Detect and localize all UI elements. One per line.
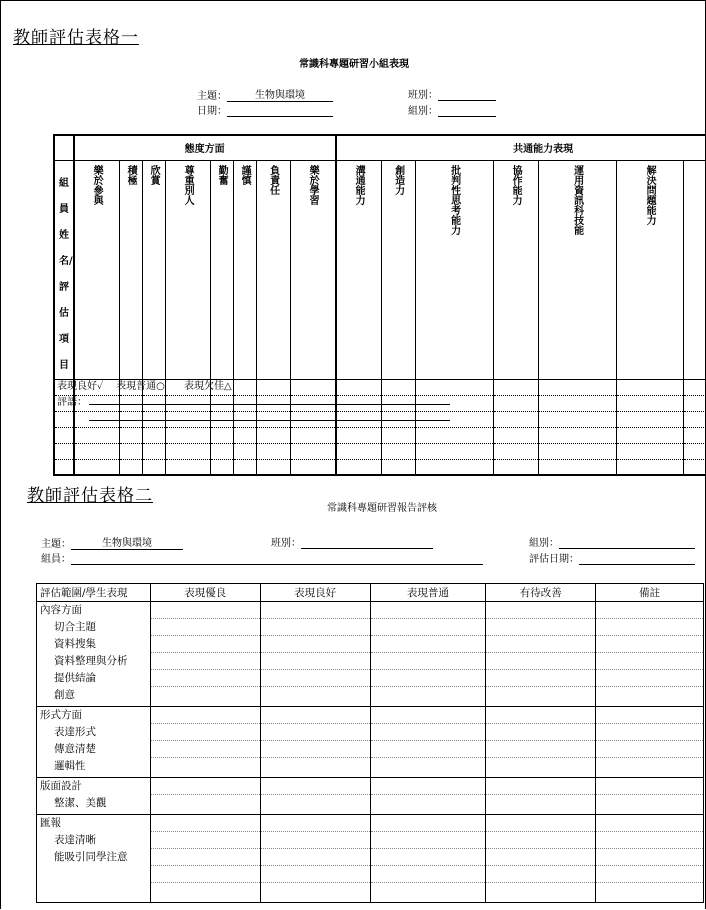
rating-cell <box>165 427 210 443</box>
rating-cell <box>74 459 120 475</box>
form1-title: 教師評估表格一 <box>13 28 139 48</box>
form1-topic-value: 生物與環境 <box>227 86 333 102</box>
rating-cell <box>74 427 120 443</box>
form2-group-label: 組別： <box>529 538 559 549</box>
column-header: 備註 <box>596 584 704 602</box>
form2-table <box>36 583 704 903</box>
rating-cell <box>290 411 336 427</box>
rating-cell <box>210 411 233 427</box>
rating-cell <box>256 395 290 411</box>
member-row <box>54 427 706 443</box>
section-row <box>37 602 704 707</box>
rating-cell <box>415 395 493 411</box>
rating-cell <box>54 427 74 443</box>
form2-group-field <box>529 534 695 549</box>
rating-cell <box>538 395 616 411</box>
rating-cell <box>233 379 256 395</box>
rating-cell <box>233 411 256 427</box>
member-row <box>54 459 706 475</box>
member-row <box>54 395 706 411</box>
section-row <box>37 778 704 815</box>
criterion-generic: 協作能力 <box>510 164 522 205</box>
form2-topic-label: 主題： <box>41 539 71 550</box>
score-cell <box>150 707 260 778</box>
column-header: 表現優良 <box>150 584 260 602</box>
score-cell <box>486 602 596 707</box>
criterion-item: 切合主題 <box>54 621 96 633</box>
rating-cell <box>616 379 683 395</box>
form1-topic-field <box>197 86 333 102</box>
form1-criteria-label: 評估項目 <box>59 281 69 371</box>
rating-cell <box>381 395 415 411</box>
criterion-item: 表達形式 <box>54 726 96 738</box>
rating-cell <box>538 411 616 427</box>
rating-cell <box>683 411 706 427</box>
rating-cell <box>74 443 120 459</box>
rating-cell <box>616 443 683 459</box>
rating-cell <box>233 459 256 475</box>
rating-cell <box>683 459 706 475</box>
rating-cell <box>256 443 290 459</box>
comment-line-1 <box>89 404 450 405</box>
rating-cell <box>336 411 382 427</box>
criterion-item: 表達清晰 <box>54 834 96 846</box>
score-cell <box>596 602 704 707</box>
legend-average: 表現普通○ <box>116 381 165 392</box>
rating-cell <box>119 459 142 475</box>
score-cell <box>596 778 704 815</box>
form2-members-field <box>41 550 483 565</box>
rating-cell <box>493 459 538 475</box>
legend-poor: 表現欠佳△ <box>183 381 232 392</box>
score-cell <box>150 778 260 815</box>
score-cell <box>370 778 486 815</box>
rating-cell <box>142 411 165 427</box>
form1-group-field <box>408 102 496 117</box>
rating-cell <box>210 395 233 411</box>
criterion-generic: 創造力 <box>392 164 404 195</box>
section-criteria-cell <box>37 602 151 707</box>
column-header: 評估範圍/學生表現 <box>37 584 151 602</box>
score-cell <box>596 707 704 778</box>
rating-cell <box>290 459 336 475</box>
rating-cell <box>616 411 683 427</box>
score-cell <box>370 602 486 707</box>
criterion-item: 提供結論 <box>54 672 96 684</box>
score-cell <box>370 815 486 903</box>
rating-cell <box>616 427 683 443</box>
criterion-item: 創意 <box>54 689 75 701</box>
rating-cell <box>233 395 256 411</box>
criterion-item: 邏輯性 <box>54 760 86 772</box>
criterion-item: 整潔、美觀 <box>54 797 107 809</box>
criterion-attitude: 欣賞 <box>148 164 160 185</box>
form2-eval-date-label: 評估日期： <box>529 554 579 565</box>
score-cell <box>596 815 704 903</box>
rating-cell <box>165 443 210 459</box>
rating-cell <box>381 459 415 475</box>
rating-cell <box>336 459 382 475</box>
form1-date-label: 日期： <box>197 106 227 117</box>
rating-cell <box>336 427 382 443</box>
rating-cell <box>493 443 538 459</box>
rating-cell <box>415 459 493 475</box>
form1-class-label: 班別： <box>408 90 438 101</box>
form1-legend <box>57 377 232 392</box>
column-header: 有待改善 <box>486 584 596 602</box>
form2-members-label: 組員： <box>41 554 71 565</box>
score-cell <box>486 778 596 815</box>
rating-cell <box>290 379 336 395</box>
form1-topic-label: 主題： <box>197 91 227 102</box>
rating-cell <box>210 427 233 443</box>
section-row <box>37 815 704 903</box>
section-criteria-cell <box>37 778 151 815</box>
rating-cell <box>290 395 336 411</box>
rating-cell <box>493 427 538 443</box>
form2-class-field <box>271 534 433 549</box>
rating-cell <box>415 443 493 459</box>
rating-cell <box>210 459 233 475</box>
rating-cell <box>290 443 336 459</box>
rating-cell <box>165 395 210 411</box>
criterion-item: 資料整理與分析 <box>54 655 128 667</box>
rating-cell <box>538 379 616 395</box>
form2-eval-date-field <box>529 550 695 565</box>
rating-cell <box>538 443 616 459</box>
criterion-generic: 溝通能力 <box>353 164 365 205</box>
score-cell <box>260 707 370 778</box>
rating-cell <box>233 427 256 443</box>
form1-generic-header: 共通能力表現 <box>336 135 706 160</box>
criterion-generic: 運用資訊科技能 <box>571 164 583 235</box>
form2-class-label: 班別： <box>271 538 301 549</box>
rating-cell <box>493 395 538 411</box>
member-row <box>54 411 706 427</box>
rating-cell <box>538 427 616 443</box>
rating-cell <box>119 395 142 411</box>
form1-date-field <box>197 102 333 117</box>
rating-cell <box>165 411 210 427</box>
rating-cell <box>336 443 382 459</box>
form1-member-label: 組員姓名/ <box>59 177 73 267</box>
member-row <box>54 443 706 459</box>
criterion-attitude: 勤奮 <box>216 164 228 185</box>
score-cell <box>260 778 370 815</box>
rating-cell <box>616 459 683 475</box>
rating-cell <box>256 427 290 443</box>
rating-cell <box>119 443 142 459</box>
criterion-item: 傳意清楚 <box>54 743 96 755</box>
rating-cell <box>336 379 382 395</box>
criterion-attitude: 負責任 <box>267 164 279 195</box>
rating-cell <box>142 395 165 411</box>
form2-title: 教師評估表格二 <box>27 486 153 506</box>
section-heading: 內容方面 <box>40 604 82 616</box>
rating-cell <box>54 459 74 475</box>
section-row <box>37 707 704 778</box>
rating-cell <box>256 379 290 395</box>
rating-cell <box>54 411 74 427</box>
rating-cell <box>683 395 706 411</box>
form1-subtitle: 常識科專題研習小組表現 <box>299 59 409 70</box>
section-heading: 版面設計 <box>40 780 82 792</box>
rating-cell <box>256 459 290 475</box>
form2-topic-field <box>41 534 183 550</box>
form1-class-field <box>408 86 496 101</box>
criterion-attitude: 樂於參與 <box>91 164 103 205</box>
score-cell <box>150 815 260 903</box>
criterion-attitude: 積極 <box>125 164 137 185</box>
section-heading: 匯報 <box>40 817 61 829</box>
rating-cell <box>165 459 210 475</box>
score-cell <box>260 602 370 707</box>
rating-cell <box>290 427 336 443</box>
rating-cell <box>616 395 683 411</box>
rating-cell <box>381 427 415 443</box>
rating-cell <box>683 443 706 459</box>
form1-comment-label: 評語： <box>57 397 87 408</box>
form1-table <box>53 134 706 476</box>
rating-cell <box>381 379 415 395</box>
rating-cell <box>210 443 233 459</box>
rating-cell <box>142 443 165 459</box>
criterion-generic: 解決問題能力 <box>644 164 656 225</box>
form1-criteria-row <box>54 160 706 379</box>
column-header: 表現普通 <box>370 584 486 602</box>
rating-cell <box>381 411 415 427</box>
criterion-attitude: 謹慎 <box>239 164 251 185</box>
rating-cell <box>415 411 493 427</box>
comment-line-2 <box>89 420 450 421</box>
column-header: 表現良好 <box>260 584 370 602</box>
rating-cell <box>119 427 142 443</box>
rating-cell <box>142 427 165 443</box>
score-cell <box>370 707 486 778</box>
criterion-item: 資料搜集 <box>54 638 96 650</box>
form2-subtitle: 常識科專題研習報告評核 <box>327 503 437 514</box>
legend-good: 表現良好✓ <box>57 381 104 392</box>
rating-cell <box>119 411 142 427</box>
rating-cell <box>415 427 493 443</box>
criterion-attitude: 尊重別人 <box>182 164 194 205</box>
score-cell <box>486 707 596 778</box>
form1-attitude-header: 態度方面 <box>74 135 336 160</box>
rating-cell <box>256 411 290 427</box>
rating-cell <box>493 379 538 395</box>
rating-cell <box>336 395 382 411</box>
rating-cell <box>538 459 616 475</box>
score-cell <box>486 815 596 903</box>
rating-cell <box>74 411 120 427</box>
section-criteria-cell <box>37 707 151 778</box>
criterion-item: 能吸引同學注意 <box>54 851 128 863</box>
form1-group-label: 組別： <box>408 106 438 117</box>
criterion-generic: 批判性思考能力 <box>448 164 460 235</box>
criterion-attitude: 樂於學習 <box>307 164 319 205</box>
form2-topic-value: 生物與環境 <box>71 534 183 550</box>
rating-cell <box>415 379 493 395</box>
score-cell <box>150 602 260 707</box>
score-cell <box>260 815 370 903</box>
rating-cell <box>54 443 74 459</box>
rating-cell <box>381 443 415 459</box>
section-criteria-cell <box>37 815 151 903</box>
rating-cell <box>233 443 256 459</box>
rating-cell <box>683 379 706 395</box>
rating-cell <box>683 427 706 443</box>
section-heading: 形式方面 <box>40 709 82 721</box>
rating-cell <box>493 411 538 427</box>
rating-cell <box>142 459 165 475</box>
